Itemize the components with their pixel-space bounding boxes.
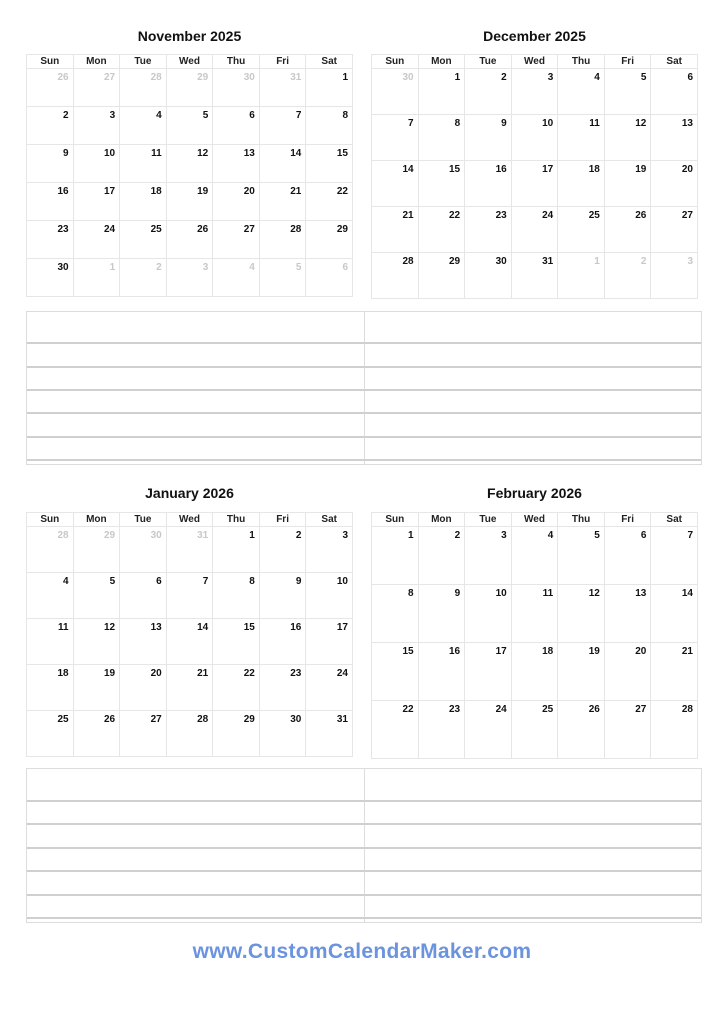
month-grid xyxy=(26,512,353,757)
day-cell[interactable]: 25 xyxy=(120,221,167,259)
weekday-label: Wed xyxy=(511,55,558,69)
day-cell[interactable]: 30 xyxy=(259,711,306,757)
day-cell[interactable]: 29 xyxy=(213,711,260,757)
month-grid xyxy=(371,54,698,299)
day-cell[interactable]: 4 xyxy=(27,573,74,619)
notes-area-1[interactable] xyxy=(26,311,702,465)
month-title: December 2025 xyxy=(483,28,586,44)
day-cell[interactable]: 23 xyxy=(465,207,512,253)
weekday-label: Tue xyxy=(120,55,167,69)
weekday-label: Fri xyxy=(604,55,651,69)
week-row xyxy=(27,183,353,221)
month-grid xyxy=(371,512,698,759)
day-cell[interactable]: 5 xyxy=(166,107,213,145)
day-cell[interactable]: 12 xyxy=(166,145,213,183)
week-row xyxy=(27,711,353,757)
weekday-header-row xyxy=(27,55,353,69)
day-cell[interactable]: 17 xyxy=(511,161,558,207)
day-cell[interactable]: 16 xyxy=(465,161,512,207)
day-cell[interactable]: 15 xyxy=(213,619,260,665)
weekday-label: Tue xyxy=(465,55,512,69)
day-cell[interactable]: 21 xyxy=(259,183,306,221)
weekday-label: Thu xyxy=(558,55,605,69)
day-cell[interactable]: 13 xyxy=(120,619,167,665)
day-cell[interactable]: 27 xyxy=(651,207,698,253)
day-cell-other-month[interactable]: 30 xyxy=(372,69,419,115)
weekday-label: Fri xyxy=(604,513,651,527)
day-cell[interactable]: 6 xyxy=(120,573,167,619)
day-cell[interactable]: 12 xyxy=(558,585,605,643)
notes-line xyxy=(27,800,701,802)
weekday-label: Sat xyxy=(651,513,698,527)
weekday-label: Sun xyxy=(372,55,419,69)
day-cell[interactable]: 1 xyxy=(306,69,353,107)
day-cell[interactable]: 3 xyxy=(306,527,353,573)
day-cell[interactable]: 5 xyxy=(604,69,651,115)
weekday-label: Sun xyxy=(27,55,74,69)
calendar-january-2026 xyxy=(26,483,353,725)
weekday-header-row xyxy=(372,513,698,527)
day-cell[interactable]: 26 xyxy=(604,207,651,253)
notes-line xyxy=(27,459,701,461)
weekday-header-row xyxy=(27,513,353,527)
day-cell-other-month[interactable]: 1 xyxy=(558,253,605,299)
day-cell[interactable]: 17 xyxy=(465,643,512,701)
week-row xyxy=(372,115,698,161)
calendar-december-2025 xyxy=(371,26,698,267)
day-cell[interactable]: 22 xyxy=(372,701,419,759)
day-cell[interactable]: 11 xyxy=(558,115,605,161)
day-cell-other-month[interactable]: 28 xyxy=(27,527,74,573)
day-cell[interactable]: 6 xyxy=(604,527,651,585)
day-cell[interactable]: 9 xyxy=(465,115,512,161)
weekday-label: Sun xyxy=(372,513,419,527)
day-cell[interactable]: 3 xyxy=(511,69,558,115)
footer-website-link[interactable]: www.CustomCalendarMaker.com xyxy=(192,940,532,963)
day-cell-other-month[interactable]: 1 xyxy=(73,259,120,297)
week-row xyxy=(27,107,353,145)
day-cell[interactable]: 14 xyxy=(372,161,419,207)
weekday-label: Tue xyxy=(120,513,167,527)
weekday-label: Mon xyxy=(73,513,120,527)
day-cell[interactable]: 14 xyxy=(259,145,306,183)
day-cell[interactable]: 9 xyxy=(259,573,306,619)
day-cell[interactable]: 18 xyxy=(558,161,605,207)
day-cell[interactable]: 26 xyxy=(558,701,605,759)
day-cell-other-month[interactable]: 2 xyxy=(604,253,651,299)
day-cell[interactable]: 29 xyxy=(306,221,353,259)
week-row xyxy=(372,69,698,115)
day-cell[interactable]: 7 xyxy=(166,573,213,619)
month-title: November 2025 xyxy=(137,28,242,44)
day-cell[interactable]: 17 xyxy=(73,183,120,221)
weekday-label: Wed xyxy=(166,55,213,69)
day-cell[interactable]: 19 xyxy=(604,161,651,207)
week-row xyxy=(372,161,698,207)
week-row xyxy=(27,69,353,107)
week-row xyxy=(27,573,353,619)
month-grid xyxy=(26,54,353,297)
weekday-label: Mon xyxy=(73,55,120,69)
day-cell[interactable]: 25 xyxy=(558,207,605,253)
day-cell[interactable]: 20 xyxy=(604,643,651,701)
day-cell[interactable]: 13 xyxy=(213,145,260,183)
weekday-label: Sun xyxy=(27,513,74,527)
day-cell[interactable]: 30 xyxy=(27,259,74,297)
day-cell[interactable]: 28 xyxy=(651,701,698,759)
day-cell-other-month[interactable]: 3 xyxy=(651,253,698,299)
calendar-november-2025 xyxy=(26,26,353,273)
day-cell-other-month[interactable]: 28 xyxy=(120,69,167,107)
day-cell[interactable]: 14 xyxy=(166,619,213,665)
day-cell[interactable]: 5 xyxy=(73,573,120,619)
day-cell-other-month[interactable]: 27 xyxy=(73,69,120,107)
day-cell[interactable]: 6 xyxy=(651,69,698,115)
day-cell[interactable]: 15 xyxy=(306,145,353,183)
day-cell[interactable]: 21 xyxy=(372,207,419,253)
day-cell-other-month[interactable]: 4 xyxy=(213,259,260,297)
notes-line xyxy=(27,823,701,825)
notes-area-2[interactable] xyxy=(26,768,702,923)
day-cell-other-month[interactable]: 31 xyxy=(259,69,306,107)
day-cell[interactable]: 24 xyxy=(511,207,558,253)
day-cell[interactable]: 23 xyxy=(27,221,74,259)
notes-line xyxy=(27,894,701,896)
day-cell[interactable]: 7 xyxy=(372,115,419,161)
day-cell-other-month[interactable]: 31 xyxy=(166,527,213,573)
notes-line xyxy=(27,366,701,368)
week-row xyxy=(27,145,353,183)
week-row xyxy=(372,207,698,253)
day-cell[interactable]: 26 xyxy=(73,711,120,757)
day-cell[interactable]: 6 xyxy=(213,107,260,145)
day-cell[interactable]: 9 xyxy=(418,585,465,643)
weekday-header-row xyxy=(372,55,698,69)
day-cell[interactable]: 5 xyxy=(558,527,605,585)
day-cell[interactable]: 7 xyxy=(259,107,306,145)
day-cell[interactable]: 19 xyxy=(73,665,120,711)
day-cell[interactable]: 20 xyxy=(213,183,260,221)
day-cell[interactable]: 16 xyxy=(27,183,74,221)
day-cell[interactable]: 22 xyxy=(418,207,465,253)
day-cell[interactable]: 19 xyxy=(558,643,605,701)
weekday-label: Tue xyxy=(465,513,512,527)
day-cell[interactable]: 9 xyxy=(27,145,74,183)
day-cell[interactable]: 30 xyxy=(465,253,512,299)
day-cell-other-month[interactable]: 2 xyxy=(120,259,167,297)
week-row xyxy=(27,665,353,711)
day-cell[interactable]: 18 xyxy=(120,183,167,221)
day-cell[interactable]: 8 xyxy=(418,115,465,161)
notes-line xyxy=(27,870,701,872)
day-cell[interactable]: 27 xyxy=(604,701,651,759)
weekday-label: Mon xyxy=(418,55,465,69)
calendar-february-2026 xyxy=(371,483,698,715)
day-cell-other-month[interactable]: 29 xyxy=(166,69,213,107)
day-cell[interactable]: 31 xyxy=(511,253,558,299)
day-cell[interactable]: 11 xyxy=(511,585,558,643)
notes-divider xyxy=(364,769,365,922)
day-cell[interactable]: 24 xyxy=(73,221,120,259)
weekday-label: Thu xyxy=(213,513,260,527)
day-cell[interactable]: 31 xyxy=(306,711,353,757)
day-cell[interactable]: 22 xyxy=(306,183,353,221)
day-cell[interactable]: 4 xyxy=(558,69,605,115)
day-cell[interactable]: 4 xyxy=(511,527,558,585)
notes-line xyxy=(27,412,701,414)
month-title: February 2026 xyxy=(487,485,582,501)
day-cell[interactable]: 3 xyxy=(465,527,512,585)
week-row xyxy=(372,253,698,299)
day-cell[interactable]: 1 xyxy=(418,69,465,115)
weekday-label: Sat xyxy=(306,55,353,69)
day-cell[interactable]: 19 xyxy=(166,183,213,221)
weekday-label: Fri xyxy=(259,513,306,527)
week-row xyxy=(27,619,353,665)
day-cell[interactable]: 13 xyxy=(604,585,651,643)
day-cell[interactable]: 1 xyxy=(213,527,260,573)
notes-line xyxy=(27,917,701,919)
notes-line xyxy=(27,342,701,344)
weekday-label: Sat xyxy=(306,513,353,527)
day-cell[interactable]: 21 xyxy=(651,643,698,701)
day-cell[interactable]: 28 xyxy=(166,711,213,757)
day-cell[interactable]: 12 xyxy=(73,619,120,665)
notes-line xyxy=(27,436,701,438)
day-cell[interactable]: 8 xyxy=(372,585,419,643)
day-cell-other-month[interactable]: 29 xyxy=(73,527,120,573)
weekday-label: Wed xyxy=(166,513,213,527)
day-cell[interactable]: 1 xyxy=(372,527,419,585)
weekday-label: Thu xyxy=(213,55,260,69)
day-cell[interactable]: 26 xyxy=(166,221,213,259)
day-cell[interactable]: 15 xyxy=(418,161,465,207)
day-cell[interactable]: 18 xyxy=(27,665,74,711)
day-cell[interactable]: 29 xyxy=(418,253,465,299)
notes-line xyxy=(27,847,701,849)
day-cell-other-month[interactable]: 6 xyxy=(306,259,353,297)
day-cell[interactable]: 24 xyxy=(465,701,512,759)
day-cell[interactable]: 10 xyxy=(306,573,353,619)
day-cell[interactable]: 20 xyxy=(120,665,167,711)
day-cell[interactable]: 2 xyxy=(259,527,306,573)
month-title: January 2026 xyxy=(145,485,234,501)
day-cell[interactable]: 10 xyxy=(465,585,512,643)
day-cell[interactable]: 16 xyxy=(259,619,306,665)
notes-line xyxy=(27,389,701,391)
day-cell[interactable]: 17 xyxy=(306,619,353,665)
weekday-label: Mon xyxy=(418,513,465,527)
week-row xyxy=(372,701,698,759)
day-cell-other-month[interactable]: 30 xyxy=(213,69,260,107)
day-cell[interactable]: 4 xyxy=(120,107,167,145)
day-cell[interactable]: 2 xyxy=(27,107,74,145)
day-cell[interactable]: 11 xyxy=(27,619,74,665)
day-cell-other-month[interactable]: 26 xyxy=(27,69,74,107)
day-cell[interactable]: 12 xyxy=(604,115,651,161)
day-cell[interactable]: 8 xyxy=(213,573,260,619)
day-cell-other-month[interactable]: 3 xyxy=(166,259,213,297)
week-row xyxy=(27,221,353,259)
week-row xyxy=(27,259,353,297)
day-cell[interactable]: 13 xyxy=(651,115,698,161)
day-cell[interactable]: 2 xyxy=(418,527,465,585)
day-cell[interactable]: 25 xyxy=(27,711,74,757)
day-cell-other-month[interactable]: 30 xyxy=(120,527,167,573)
day-cell[interactable]: 18 xyxy=(511,643,558,701)
notes-divider xyxy=(364,312,365,464)
day-cell[interactable]: 27 xyxy=(120,711,167,757)
day-cell[interactable]: 10 xyxy=(511,115,558,161)
day-cell[interactable]: 28 xyxy=(372,253,419,299)
day-cell[interactable]: 11 xyxy=(120,145,167,183)
day-cell[interactable]: 22 xyxy=(213,665,260,711)
day-cell[interactable]: 16 xyxy=(418,643,465,701)
day-cell[interactable]: 3 xyxy=(73,107,120,145)
day-cell[interactable]: 7 xyxy=(651,527,698,585)
day-cell[interactable]: 2 xyxy=(465,69,512,115)
day-cell[interactable]: 15 xyxy=(372,643,419,701)
weekday-label: Fri xyxy=(259,55,306,69)
weekday-label: Wed xyxy=(511,513,558,527)
day-cell[interactable]: 24 xyxy=(306,665,353,711)
day-cell-other-month[interactable]: 5 xyxy=(259,259,306,297)
week-row xyxy=(372,643,698,701)
week-row xyxy=(27,527,353,573)
day-cell[interactable]: 20 xyxy=(651,161,698,207)
day-cell[interactable]: 27 xyxy=(213,221,260,259)
day-cell[interactable]: 10 xyxy=(73,145,120,183)
day-cell[interactable]: 21 xyxy=(166,665,213,711)
day-cell[interactable]: 28 xyxy=(259,221,306,259)
day-cell[interactable]: 14 xyxy=(651,585,698,643)
week-row xyxy=(372,585,698,643)
day-cell[interactable]: 25 xyxy=(511,701,558,759)
day-cell[interactable]: 23 xyxy=(418,701,465,759)
week-row xyxy=(372,527,698,585)
day-cell[interactable]: 8 xyxy=(306,107,353,145)
day-cell[interactable]: 23 xyxy=(259,665,306,711)
weekday-label: Thu xyxy=(558,513,605,527)
weekday-label: Sat xyxy=(651,55,698,69)
